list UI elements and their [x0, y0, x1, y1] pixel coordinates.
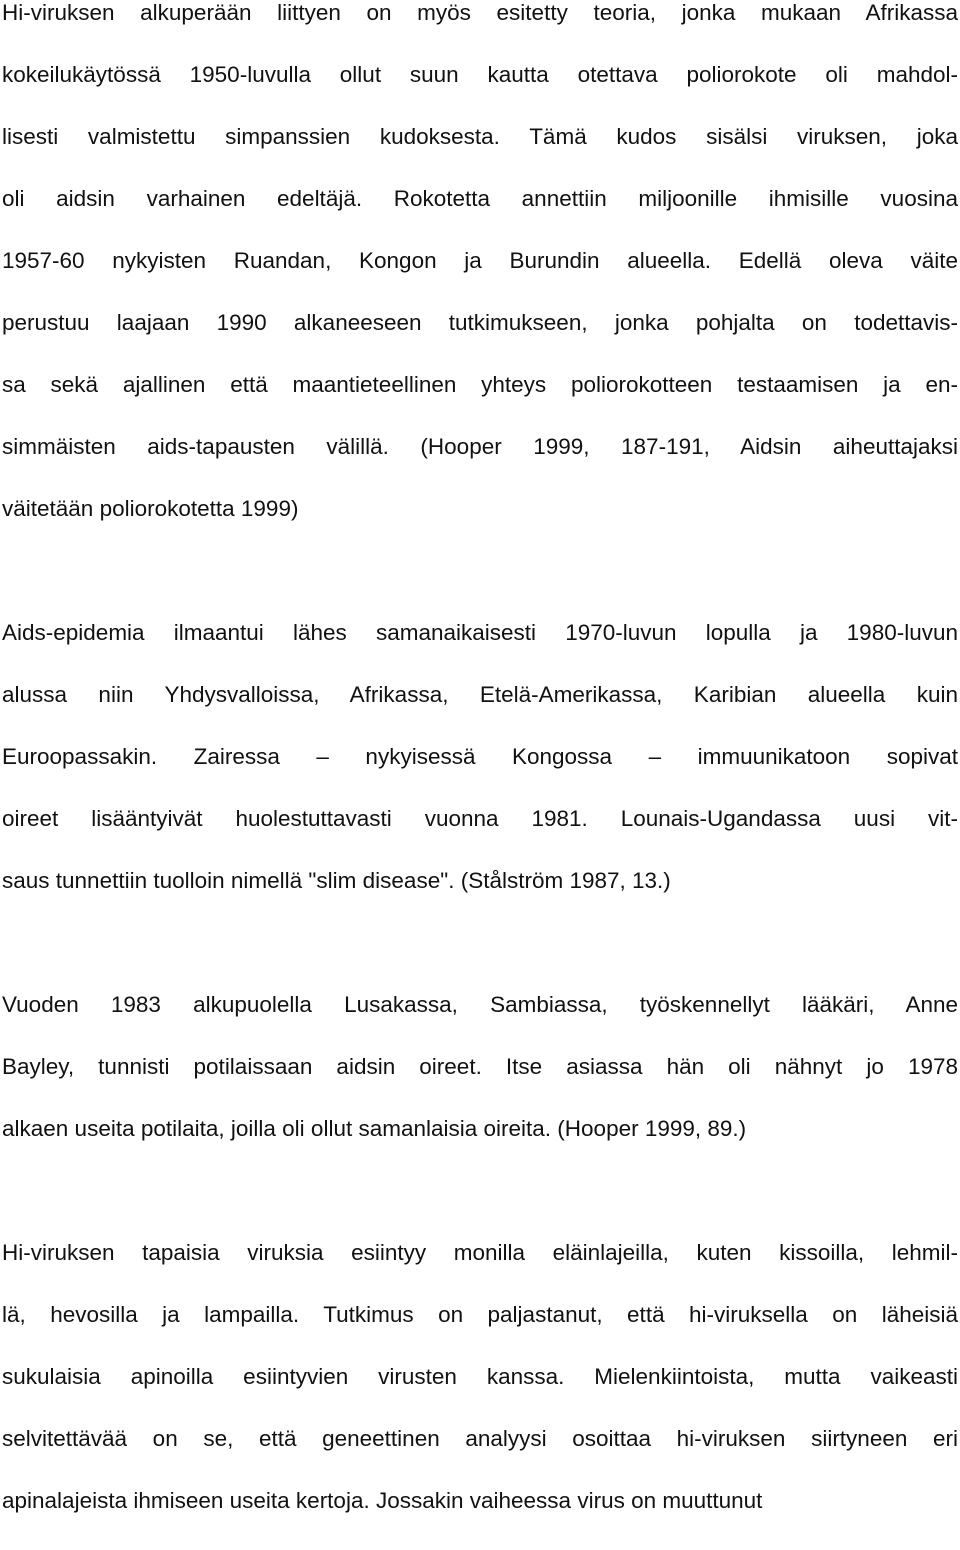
- text-line: apinalajeista ihmiseen useita kertoja. Jossakin vaiheessa virus on muuttunut: [2, 1488, 763, 1513]
- text-line: alussa niin Yhdysvalloissa, Afrikassa, Etelä-Amerikassa, Karibian alueella kuin: [2, 682, 958, 707]
- text-line: väitetään poliorokotetta 1999): [2, 496, 299, 521]
- text-line: Hi-viruksen tapaisia viruksia esiintyy monilla eläinlajeilla, kuten kissoilla, lehmil-: [2, 1240, 958, 1265]
- text-line: Vuoden 1983 alkupuolella Lusakassa, Sambiassa, työskennellyt lääkäri, Anne: [2, 992, 958, 1017]
- text-line: simmäisten aids-tapausten välillä. (Hooper 1999, 187-191, Aidsin aiheuttajaksi: [2, 434, 958, 459]
- text-line: saus tunnettiin tuolloin nimellä "slim disease". (Stålström 1987, 13.): [2, 868, 671, 893]
- text-line: Euroopassakin. Zairessa – nykyisessä Kongossa – immuunikatoon sopivat: [2, 744, 958, 769]
- text-line: lisesti valmistettu simpanssien kudoksesta. Tämä kudos sisälsi viruksen, joka: [2, 124, 958, 149]
- text-line: lä, hevosilla ja lampailla. Tutkimus on paljastanut, että hi-viruksella on läheisiä: [2, 1302, 958, 1327]
- text-line: sa sekä ajallinen että maantieteellinen yhteys poliorokotteen testaamisen ja en-: [2, 372, 958, 397]
- text-line: 1957-60 nykyisten Ruandan, Kongon ja Burundin alueella. Edellä oleva väite: [2, 248, 958, 273]
- text-line: kokeilukäytössä 1950-luvulla ollut suun kautta otettava poliorokote oli mahdol-: [2, 62, 958, 87]
- text-line: Bayley, tunnisti potilaissaan aidsin oireet. Itse asiassa hän oli nähnyt jo 1978: [2, 1054, 958, 1079]
- text-line: selvitettävää on se, että geneettinen analyysi osoittaa hi-viruksen siirtyneen eri: [2, 1426, 958, 1451]
- text-line: alkaen useita potilaita, joilla oli ollut samanlaisia oireita. (Hooper 1999, 89.): [2, 1116, 747, 1141]
- text-line: Hi-viruksen alkuperään liittyen on myös esitetty teoria, jonka mukaan Afrikassa: [2, 0, 958, 25]
- text-line: perustuu laajaan 1990 alkaneeseen tutkimukseen, jonka pohjalta on todettavis-: [2, 310, 958, 335]
- text-line: Aids-epidemia ilmaantui lähes samanaikaisesti 1970-luvun lopulla ja 1980-luvun: [2, 620, 958, 645]
- text-line: sukulaisia apinoilla esiintyvien virusten kanssa. Mielenkiintoista, mutta vaikeasti: [2, 1364, 958, 1389]
- text-line: oli aidsin varhainen edeltäjä. Rokotetta annettiin miljoonille ihmisille vuosina: [2, 186, 958, 211]
- text-line: oireet lisääntyivät huolestuttavasti vuonna 1981. Lounais-Ugandassa uusi vit-: [2, 806, 958, 831]
